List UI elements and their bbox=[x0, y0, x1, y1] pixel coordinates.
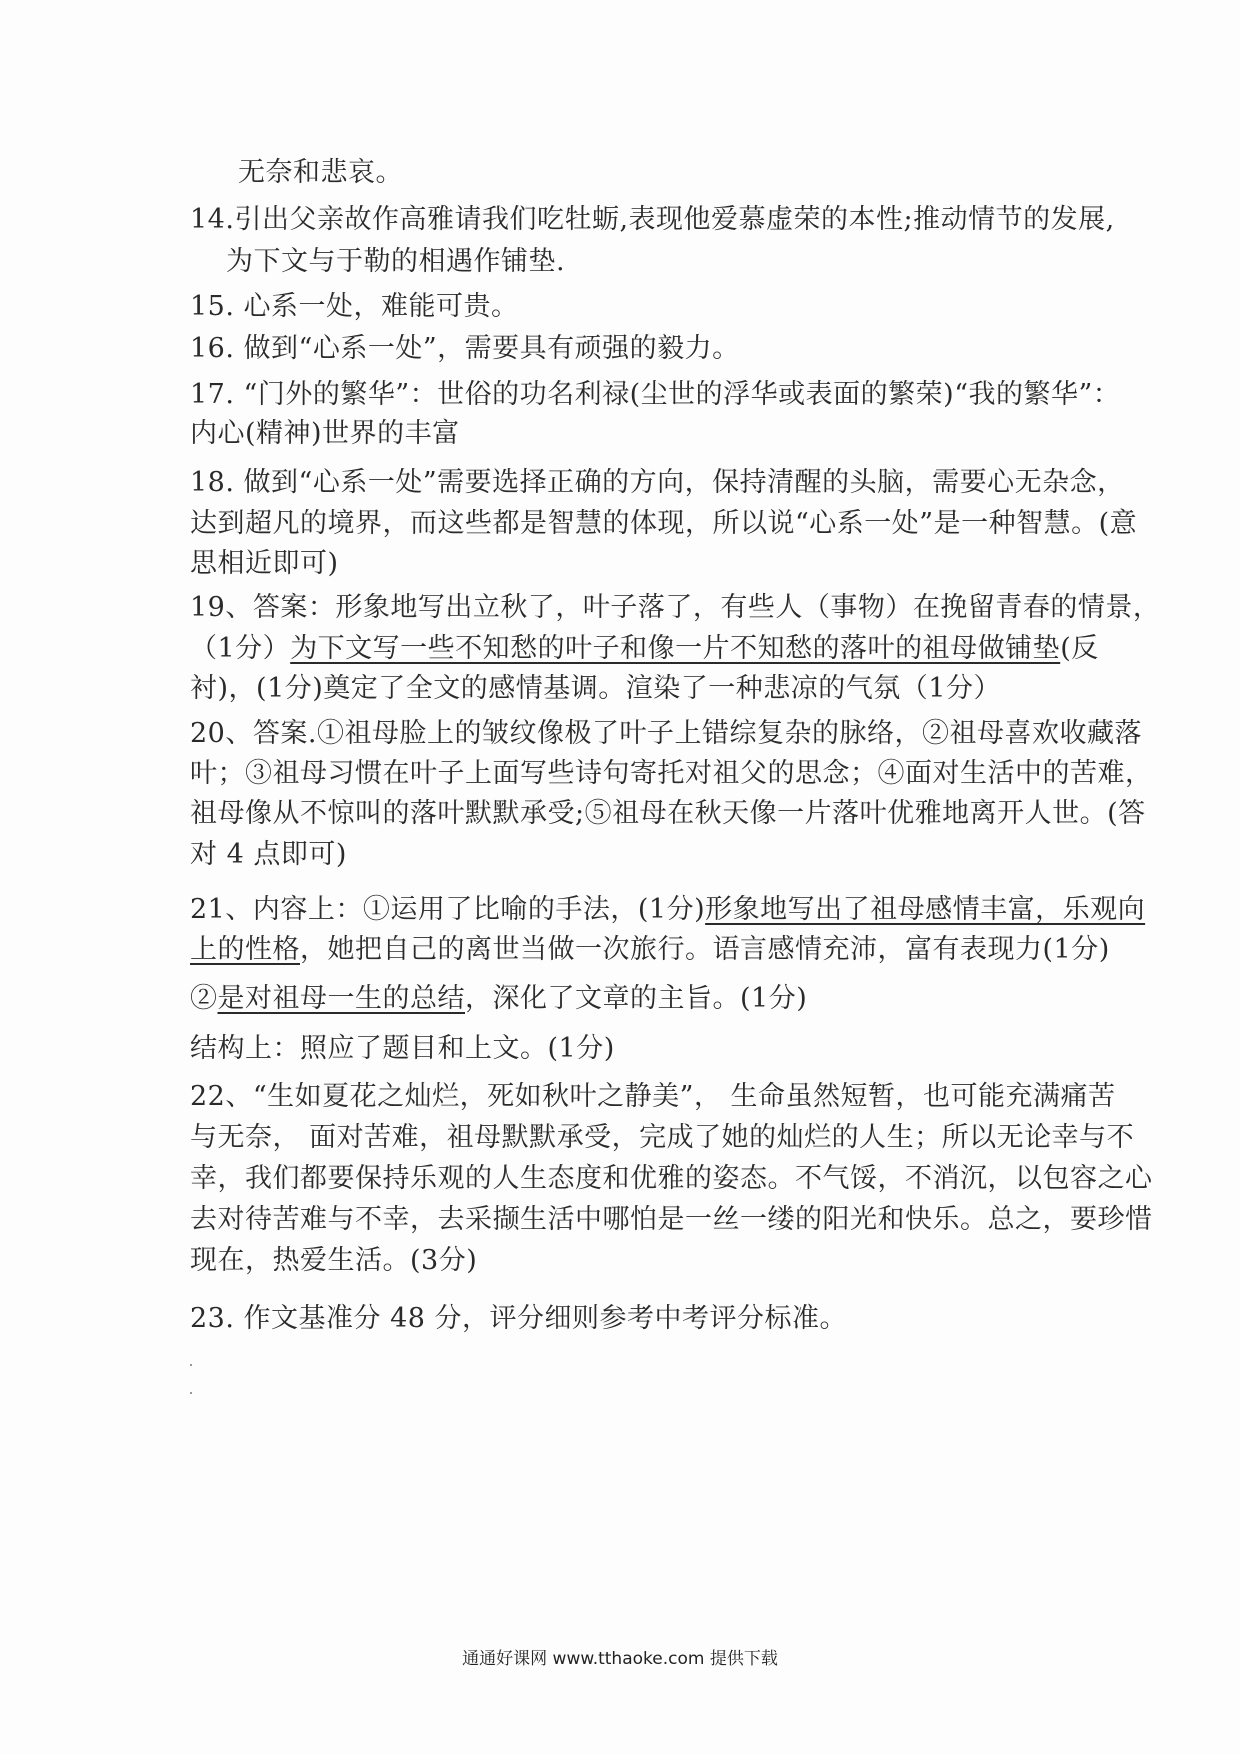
text-line bbox=[190, 982, 807, 1016]
text-line: 达到超凡的境界，而这些都是智慧的体现，所以说“心系一处”是一种智慧。(意 bbox=[190, 508, 1138, 539]
text-span: ，深化了文章的主旨。(1分) bbox=[465, 983, 808, 1014]
text-line: 幸，我们都要保持乐观的人生态度和优雅的姿态。不气馁，不消沉，以包容之心 bbox=[190, 1163, 1153, 1194]
answer-15-line: 15. 心系一处，难能可贵。 bbox=[190, 291, 519, 322]
text-line: 现在，热爱生活。(3分) bbox=[190, 1245, 478, 1276]
text-line: 结构上：照应了题目和上文。(1分) bbox=[190, 1033, 615, 1064]
answer-16-line: 16. 做到“心系一处”，需要具有顽强的毅力。 bbox=[190, 333, 740, 364]
answer-17-line: 17. “门外的繁华”：世俗的功名利禄(尘世的浮华或表面的繁荣)“我的繁华”： bbox=[190, 379, 1121, 410]
text-line: 对 4 点即可) bbox=[190, 839, 347, 870]
answer-20-line: 20、答案.①祖母脸上的皱纹像极了叶子上错综复杂的脉络，②祖母喜欢收藏落 bbox=[190, 718, 1142, 749]
answer-19-line: 19、答案：形象地写出立秋了，叶子落了，有些人（事物）在挽留青春的情景， bbox=[190, 592, 1161, 623]
text-span: 21、内容上：①运用了比喻的手法，(1分) bbox=[190, 894, 706, 925]
text-line: 无奈和悲哀。 bbox=[238, 157, 403, 188]
text-span: ② bbox=[190, 983, 218, 1014]
text-line: 为下文与于勒的相遇作铺垫. bbox=[226, 246, 566, 277]
text-span: (反 bbox=[1060, 633, 1099, 664]
underlined-text: 是对祖母一生的总结 bbox=[217, 983, 465, 1014]
scan-speck bbox=[190, 1364, 192, 1366]
answer-23-line: 23. 作文基准分 48 分，评分细则参考中考评分标准。 bbox=[190, 1303, 848, 1334]
text-line: 衬)，(1分)奠定了全文的感情基调。渲染了一种悲凉的气氛（1分） bbox=[190, 673, 1001, 704]
text-line bbox=[190, 933, 1110, 967]
text-line: 思相近即可) bbox=[190, 548, 339, 579]
scan-speck bbox=[190, 1392, 192, 1394]
text-line: 祖母像从不惊叫的落叶默默承受;⑤祖母在秋天像一片落叶优雅地离开人世。(答 bbox=[190, 798, 1146, 829]
underlined-text: 形象地写出了祖母感情丰富，乐观向 bbox=[705, 894, 1146, 925]
text-line: 与无奈， 面对苦难，祖母默默承受，完成了她的灿烂的人生；所以无论幸与不 bbox=[190, 1122, 1135, 1153]
answer-18-line: 18. 做到“心系一处”需要选择正确的方向，保持清醒的头脑，需要心无杂念， bbox=[190, 467, 1125, 498]
text-line: 去对待苦难与不幸，去采撷生活中哪怕是一丝一缕的阳光和快乐。总之，要珍惜 bbox=[190, 1204, 1153, 1235]
text-line bbox=[190, 632, 1099, 666]
answer-21-line bbox=[190, 893, 1145, 927]
text-line: 叶；③祖母习惯在叶子上面写些诗句寄托对祖父的思念；④面对生活中的苦难， bbox=[190, 758, 1153, 789]
answer-14-line: 14.引出父亲故作高雅请我们吃牡蛎,表现他爱慕虚荣的本性;推动情节的发展, bbox=[190, 204, 1115, 235]
text-line: 内心(精神)世界的丰富 bbox=[190, 418, 460, 449]
underlined-text: 上的性格 bbox=[190, 934, 300, 965]
text-span: ，她把自己的离世当做一次旅行。语言感情充沛，富有表现力(1分) bbox=[300, 934, 1110, 965]
text-span: （1分） bbox=[190, 633, 291, 664]
footer-source: 通通好课网 www.tthaoke.com 提供下载 bbox=[462, 1649, 778, 1669]
underlined-text: 为下文写一些不知愁的叶子和像一片不知愁的落叶的祖母做铺垫 bbox=[290, 633, 1061, 664]
answer-22-line: 22、“生如夏花之灿烂，死如秋叶之静美”， 生命虽然短暂，也可能充满痛苦 bbox=[190, 1081, 1116, 1112]
